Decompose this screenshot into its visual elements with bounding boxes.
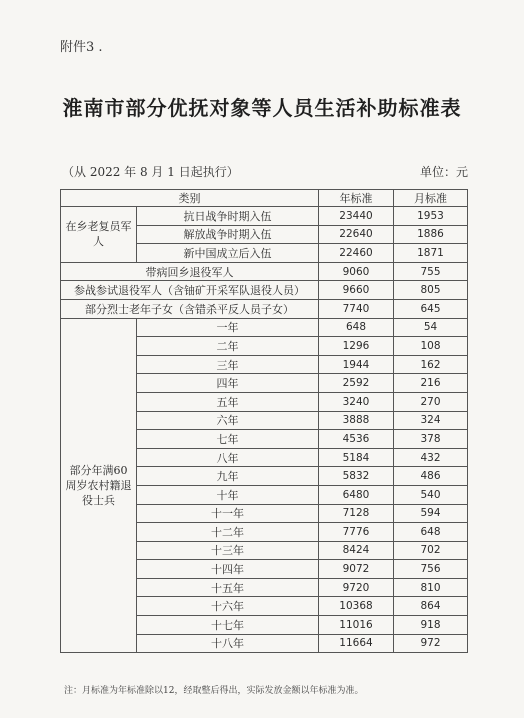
monthly-value: 108 [394, 337, 468, 356]
row-label: 十四年 [137, 560, 319, 579]
monthly-value: 216 [394, 374, 468, 393]
row-label: 新中国成立后入伍 [137, 244, 319, 263]
annual-value: 8424 [319, 541, 394, 560]
annual-value: 1296 [319, 337, 394, 356]
document-title: 淮南市部分优抚对象等人员生活补助标准表 [62, 96, 462, 120]
monthly-value: 594 [394, 504, 468, 523]
row-label: 九年 [137, 467, 319, 486]
row-label: 六年 [137, 411, 319, 430]
annual-value: 1944 [319, 355, 394, 374]
monthly-value: 864 [394, 597, 468, 616]
monthly-value: 324 [394, 411, 468, 430]
monthly-value: 756 [394, 560, 468, 579]
row-label: 带病回乡退役军人 [61, 262, 319, 281]
subsidy-standards-table [60, 189, 468, 653]
monthly-value: 486 [394, 467, 468, 486]
monthly-value: 54 [394, 318, 468, 337]
annual-value: 9660 [319, 281, 394, 300]
annual-value: 10368 [319, 597, 394, 616]
annual-value: 7740 [319, 299, 394, 318]
table-row [61, 281, 468, 300]
monthly-value: 162 [394, 355, 468, 374]
table-row [61, 299, 468, 318]
row-label: 抗日战争时期入伍 [137, 207, 319, 226]
row-label: 五年 [137, 392, 319, 411]
table-body [61, 207, 468, 653]
monthly-value: 540 [394, 485, 468, 504]
row-label: 十一年 [137, 504, 319, 523]
annual-value: 7776 [319, 523, 394, 542]
row-label: 二年 [137, 337, 319, 356]
footnote: 注：月标准为年标准除以12，经取整后得出，实际发放金额以年标准为准。 [64, 686, 364, 696]
row-label: 十七年 [137, 616, 319, 635]
table-row [61, 207, 468, 226]
monthly-value: 645 [394, 299, 468, 318]
annual-value: 9720 [319, 578, 394, 597]
monthly-value: 702 [394, 541, 468, 560]
annual-value: 6480 [319, 485, 394, 504]
row-label: 解放战争时期入伍 [137, 225, 319, 244]
effective-date: （从 2022 年 8 月 1 日起执行） [62, 165, 239, 179]
header-category: 类别 [61, 190, 319, 207]
monthly-value: 810 [394, 578, 468, 597]
row-label: 参战参试退役军人（含铀矿开采军队退役人员） [61, 281, 319, 300]
row-label: 一年 [137, 318, 319, 337]
group-label: 部分年满60周岁农村籍退役士兵 [61, 318, 137, 653]
header-annual: 年标准 [319, 190, 394, 207]
monthly-value: 1886 [394, 225, 468, 244]
annual-value: 22460 [319, 244, 394, 263]
row-label: 十二年 [137, 523, 319, 542]
monthly-value: 648 [394, 523, 468, 542]
row-label: 十八年 [137, 634, 319, 653]
annual-value: 648 [319, 318, 394, 337]
row-label: 十五年 [137, 578, 319, 597]
row-label: 八年 [137, 448, 319, 467]
monthly-value: 918 [394, 616, 468, 635]
header-monthly: 月标准 [394, 190, 468, 207]
table-row [61, 262, 468, 281]
row-label: 十年 [137, 485, 319, 504]
row-label: 部分烈士老年子女（含错杀平反人员子女） [61, 299, 319, 318]
row-label: 十三年 [137, 541, 319, 560]
annual-value: 5184 [319, 448, 394, 467]
monthly-value: 805 [394, 281, 468, 300]
annual-value: 11016 [319, 616, 394, 635]
unit-label: 单位：元 [420, 165, 469, 179]
annual-value: 7128 [319, 504, 394, 523]
row-label: 十六年 [137, 597, 319, 616]
annual-value: 22640 [319, 225, 394, 244]
row-label: 七年 [137, 430, 319, 449]
attachment-label: 附件3 . [60, 40, 103, 55]
group-label: 在乡老复员军人 [61, 207, 137, 263]
annual-value: 2592 [319, 374, 394, 393]
monthly-value: 755 [394, 262, 468, 281]
annual-value: 9072 [319, 560, 394, 579]
annual-value: 3240 [319, 392, 394, 411]
annual-value: 3888 [319, 411, 394, 430]
annual-value: 4536 [319, 430, 394, 449]
row-label: 三年 [137, 355, 319, 374]
annual-value: 23440 [319, 207, 394, 226]
table-header-row [61, 190, 468, 207]
annual-value: 5832 [319, 467, 394, 486]
monthly-value: 432 [394, 448, 468, 467]
monthly-value: 1953 [394, 207, 468, 226]
monthly-value: 270 [394, 392, 468, 411]
monthly-value: 972 [394, 634, 468, 653]
monthly-value: 378 [394, 430, 468, 449]
row-label: 四年 [137, 374, 319, 393]
table-row [61, 318, 468, 337]
annual-value: 11664 [319, 634, 394, 653]
annual-value: 9060 [319, 262, 394, 281]
monthly-value: 1871 [394, 244, 468, 263]
